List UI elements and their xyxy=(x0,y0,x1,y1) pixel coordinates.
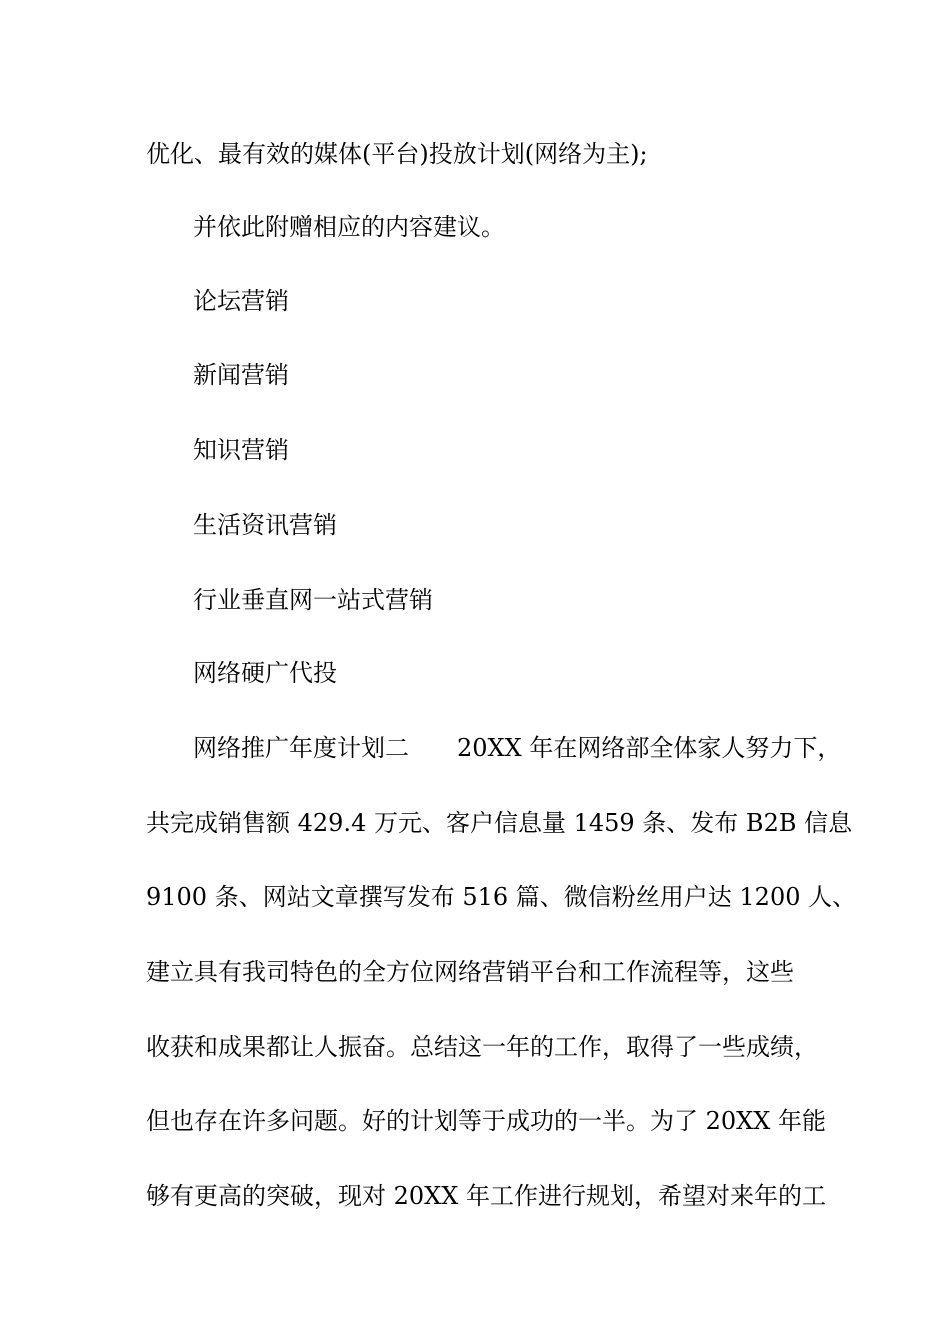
text-line: 并依此附赠相应的内容建议。 xyxy=(193,213,505,241)
text-line: 收获和成果都让人振奋。总结这一年的工作，取得了一些成绩， xyxy=(146,1033,818,1061)
list-item: 生活资讯营销 xyxy=(193,511,337,539)
text-line: 优化、最有效的媒体(平台)投放计划(网络为主); xyxy=(146,140,648,168)
list-item: 知识营销 xyxy=(193,436,289,464)
text-line: 够有更高的突破，现对 20XX 年工作进行规划，希望对来年的工 xyxy=(146,1182,826,1210)
text-line: 建立具有我司特色的全方位网络营销平台和工作流程等，这些 xyxy=(146,958,794,986)
section-heading-line: 网络推广年度计划二 20XX 年在网络部全体家人努力下， xyxy=(193,734,842,762)
text-line: 9100 条、网站文章撰写发布 516 篇、微信粉丝用户达 1200 人、 xyxy=(146,883,857,911)
list-item: 网络硬广代投 xyxy=(193,659,337,687)
list-item: 新闻营销 xyxy=(193,361,289,389)
text-line: 但也存在许多问题。好的计划等于成功的一半。为了 20XX 年能 xyxy=(146,1107,826,1135)
text-line: 共完成销售额 429.4 万元、客户信息量 1459 条、发布 B2B 信息 xyxy=(146,809,853,837)
list-item: 行业垂直网一站式营销 xyxy=(193,586,433,614)
list-item: 论坛营销 xyxy=(193,287,289,315)
